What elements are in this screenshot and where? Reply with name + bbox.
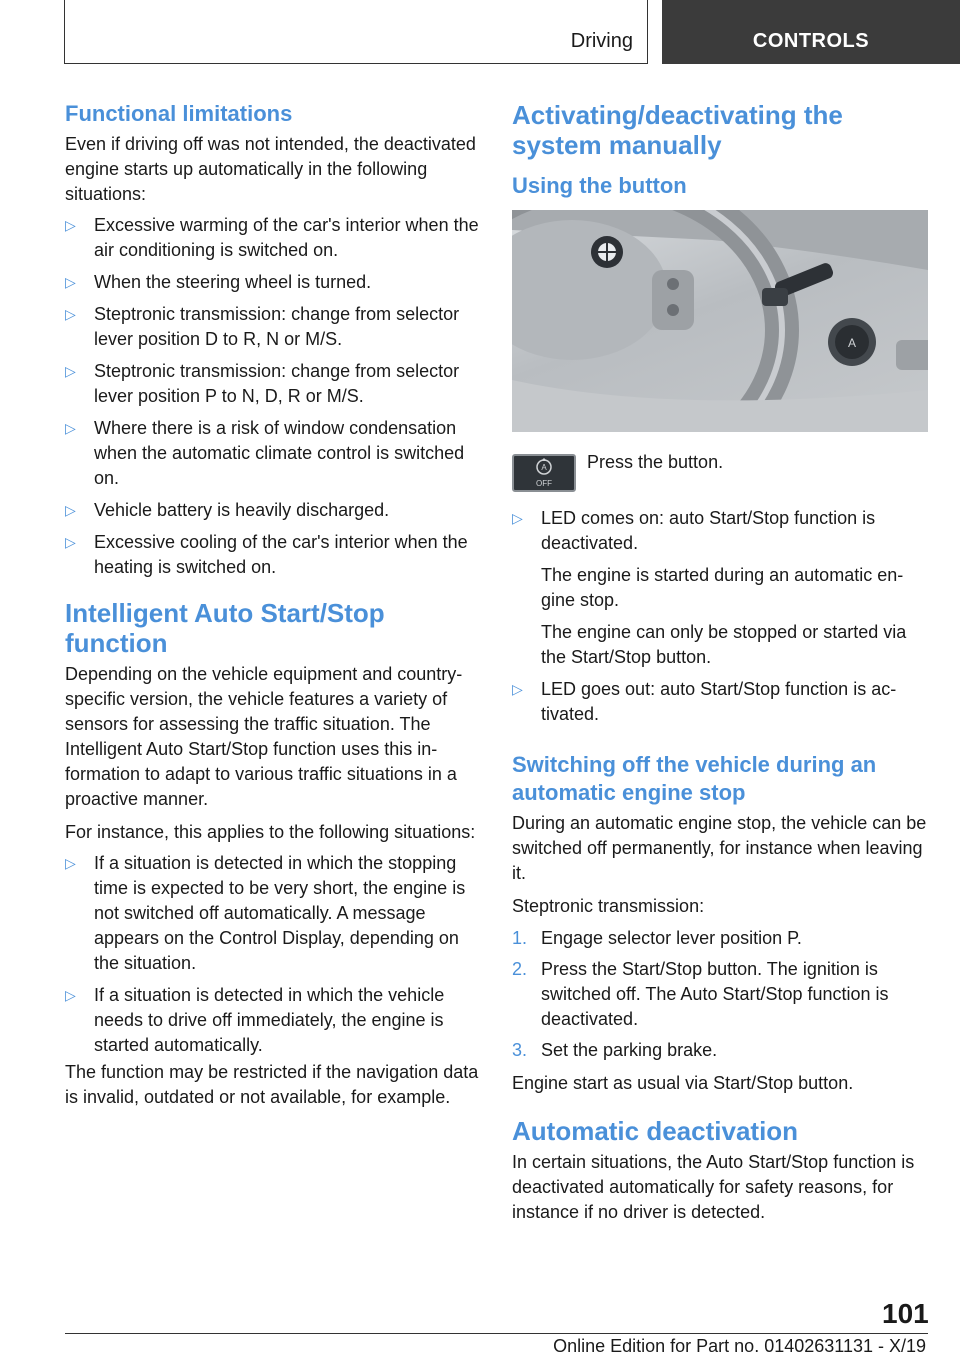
step-number: 3.: [512, 1040, 528, 1060]
page-number: 101: [882, 1298, 929, 1329]
list-item: ▷ Where there is a risk of window condensation when the automatic climate control is switched on.: [65, 418, 465, 488]
sub-paragraph: The engine can only be stopped or started via the Start/Stop button.: [541, 622, 907, 667]
chapter-title: CONTROLS: [752, 30, 870, 52]
automatic-deactivation-paragraph: In certain situations, the Auto Start/Stop function is deactivated automatically for safety reasons, for instance if no driver is detected.: [512, 1152, 915, 1222]
list-item: ▷ LED goes out: auto Start/Stop function is activated.: [512, 679, 897, 724]
triangle-bullet-icon: ▷: [65, 420, 76, 436]
auto-start-stop-off-button-icon: [512, 454, 576, 492]
list-item: ▷ If a situation is detected in which the stopping time is expected to be very short, the engine is not switched off automatically. A message appears on the Control Display, depending on the situation.: [65, 853, 466, 973]
step-number: 1.: [512, 928, 528, 948]
triangle-bullet-icon: ▷: [512, 510, 523, 526]
footer-edition: Online Edition for Part no. 01402631131 - X/19: [553, 1336, 926, 1356]
list-item: ▷ Excessive cooling of the car's interior when the heating is switched on.: [65, 532, 468, 577]
right-column: [512, 100, 930, 1225]
triangle-bullet-icon: ▷: [65, 534, 76, 550]
list-item: 2. Press the Start/Stop button. The ignition is switched off. The Auto Start/Stop function is deactivated.: [512, 959, 889, 1029]
steering-wheel-photo: [512, 210, 928, 432]
engine-start-paragraph: Engine start as usual via Start/Stop button.: [512, 1073, 854, 1093]
list-item: ▷ Excessive warming of the car's interior when the air conditioning is switched on.: [65, 215, 479, 260]
heading-intelligent-auto-start-stop: Intelligent Auto Start/Stop function: [65, 598, 385, 658]
sub-paragraph: The engine is started during an automatic engine stop.: [541, 565, 904, 610]
button-instruction-row: [512, 454, 930, 494]
steps-list: [512, 926, 930, 1063]
limitations-list: [65, 213, 481, 580]
list-item: ▷ LED comes on: auto Start/Stop function is deactivated. The engine is started during an automatic engine stop. The engine can only be stopped or started via the Start/Stop button.: [512, 506, 930, 670]
section-title: Driving: [570, 30, 633, 52]
chapter-tab[interactable]: [662, 0, 960, 64]
led-status-list: [512, 506, 930, 727]
intelligent-paragraph-3: The function may be restricted if the navigation data is invalid, outdated or not available, for example.: [65, 1062, 479, 1107]
switching-off-paragraph-2: Steptronic transmission:: [512, 896, 705, 916]
triangle-bullet-icon: ▷: [65, 274, 76, 290]
triangle-bullet-icon: ▷: [65, 306, 76, 322]
triangle-bullet-icon: ▷: [65, 502, 76, 518]
triangle-bullet-icon: ▷: [65, 855, 76, 871]
heading-functional-limitations: Functional limitations: [65, 101, 293, 126]
left-column: [65, 100, 481, 1110]
triangle-bullet-icon: ▷: [65, 217, 76, 233]
triangle-bullet-icon: ▷: [65, 363, 76, 379]
list-item: 1. Engage selector lever position P.: [512, 926, 930, 951]
svg-text:A: A: [541, 463, 547, 472]
heading-using-the-button: Using the button: [512, 173, 687, 198]
svg-text:A: A: [847, 336, 857, 350]
list-item: ▷ Steptronic transmission: change from selector lever position D to R, N or M/S.: [65, 304, 460, 349]
footer-divider: [65, 1333, 928, 1334]
list-item: ▷ If a situation is detected in which the vehicle needs to drive off immediately, the engine is started automatically.: [65, 985, 445, 1055]
intelligent-list: [65, 851, 481, 1058]
triangle-bullet-icon: ▷: [65, 987, 76, 1003]
list-item: ▷ Steptronic transmission: change from selector lever position P to N, D, R or M/S.: [65, 361, 460, 406]
header-box: [64, 0, 648, 64]
step-number: 2.: [512, 959, 528, 979]
press-button-text: Press the button.: [587, 452, 724, 472]
list-item: ▷ When the steering wheel is turned.: [65, 270, 481, 295]
intelligent-paragraph-1: Depending on the vehicle equipment and country-specific version, the vehicle features a variety of sensors for assessing the traffic situation. The Intelligent Auto Start/Stop function uses this information to adapt to various traffic situations in a proactive manner.: [65, 664, 463, 809]
list-item: ▷ Vehicle battery is heavily discharged.: [65, 498, 481, 523]
switching-off-paragraph-1: During an automatic engine stop, the vehicle can be switched off permanently, for instance when leaving it.: [512, 813, 927, 883]
heading-switching-off: Switching off the vehicle during an automatic engine stop: [512, 752, 877, 805]
intelligent-paragraph-2: For instance, this applies to the following situations:: [65, 822, 476, 842]
list-item: 3. Set the parking brake.: [512, 1038, 930, 1063]
heading-activating-deactivating: Activating/deactivating the system manually: [512, 100, 843, 160]
intro-paragraph: Even if driving off was not intended, the deactivated engine starts up automatically in the following situations:: [65, 134, 476, 204]
triangle-bullet-icon: ▷: [512, 681, 523, 697]
off-label: OFF: [536, 479, 552, 488]
heading-automatic-deactivation: Automatic deactivation: [512, 1116, 799, 1146]
steering-wheel-illustration: [512, 210, 928, 432]
